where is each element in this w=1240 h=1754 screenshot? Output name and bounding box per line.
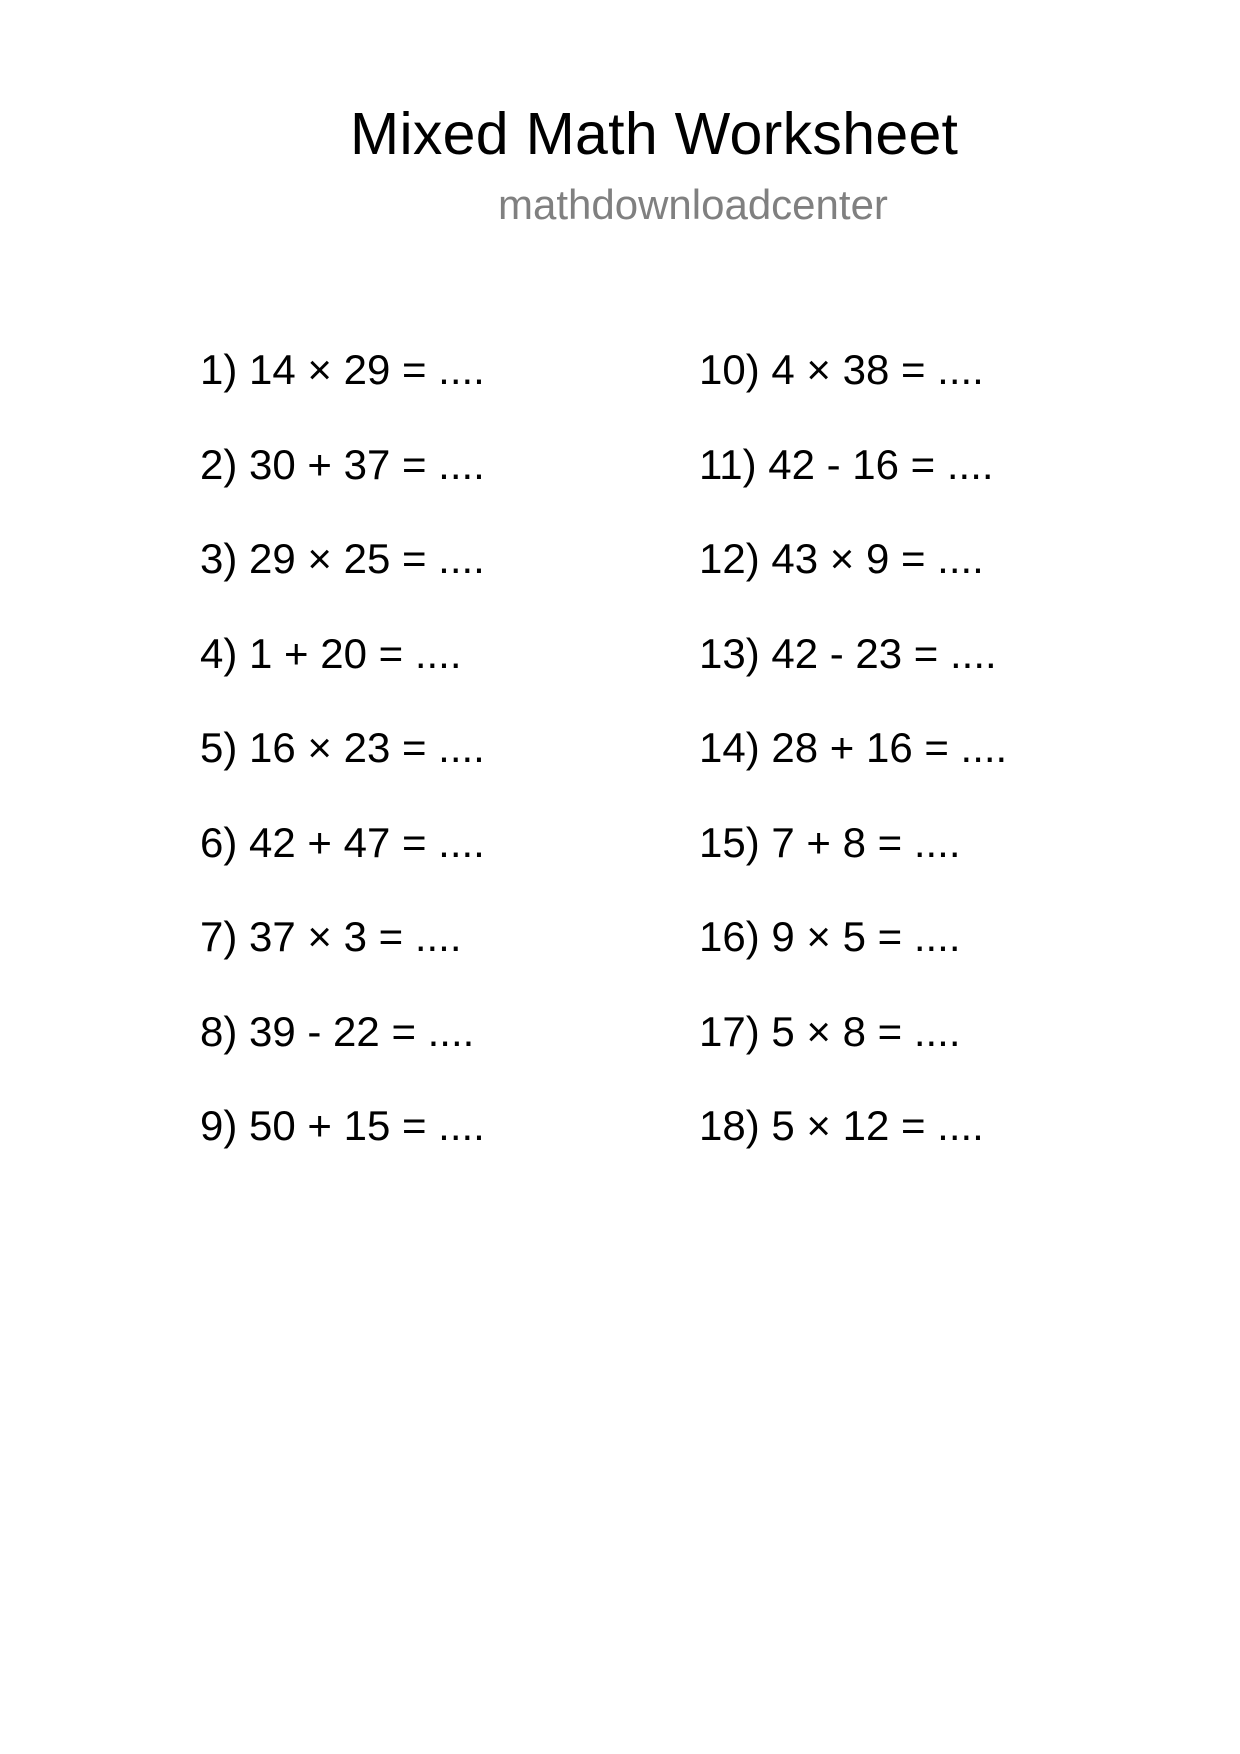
problem-12: 12) 43 × 9 = .... — [699, 535, 984, 582]
problem-2: 2) 30 + 37 = .... — [200, 440, 485, 488]
problem-column-right — [699, 346, 1179, 1197]
problem-14: 14) 28 + 16 = .... — [699, 724, 1008, 771]
problem-5: 5) 16 × 23 = .... — [200, 724, 485, 771]
problem-1: 1) 14 × 29 = .... — [200, 346, 485, 393]
problem-18: 18) 5 × 12 = .... — [699, 1102, 984, 1149]
source-label: mathdownloadcenter — [498, 181, 888, 228]
problem-16: 16) 9 × 5 = .... — [699, 913, 961, 960]
problem-10: 10) 4 × 38 = .... — [699, 346, 984, 393]
problem-column-left — [200, 346, 680, 1197]
worksheet-title: Mixed Math Worksheet — [350, 101, 959, 167]
problem-13: 13) 42 - 23 = .... — [699, 629, 997, 677]
problem-6: 6) 42 + 47 = .... — [200, 818, 485, 866]
problem-15: 15) 7 + 8 = .... — [699, 818, 961, 866]
problem-7: 7) 37 × 3 = .... — [200, 913, 462, 960]
problem-9: 9) 50 + 15 = .... — [200, 1102, 485, 1149]
problem-3: 3) 29 × 25 = .... — [200, 535, 485, 582]
problem-11: 11) 42 - 16 = .... — [699, 440, 994, 488]
problem-8: 8) 39 - 22 = .... — [200, 1007, 475, 1055]
problem-17: 17) 5 × 8 = .... — [699, 1007, 961, 1055]
problem-4: 4) 1 + 20 = .... — [200, 629, 462, 677]
